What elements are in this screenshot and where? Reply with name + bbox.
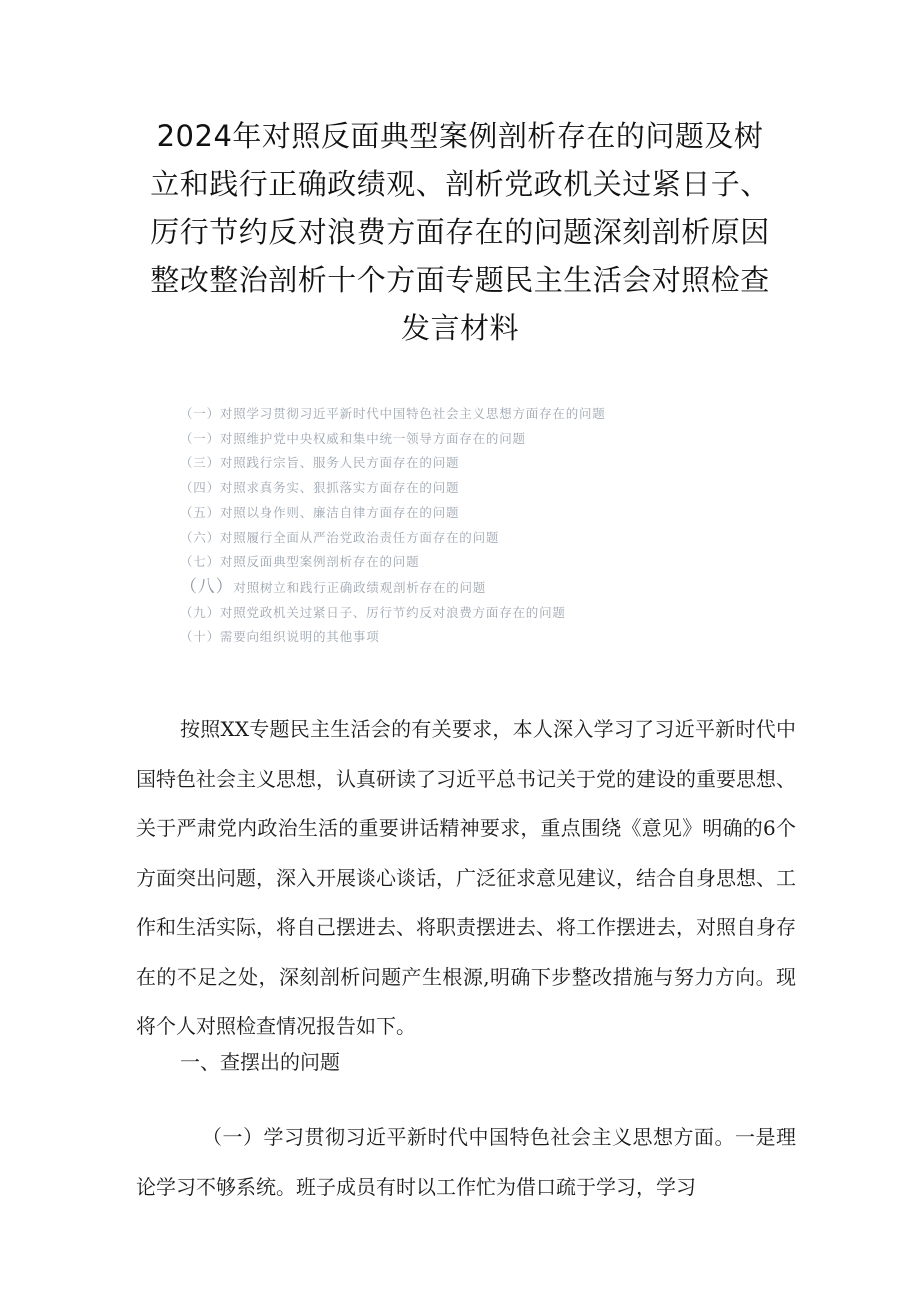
toc-item-text: 对照履行全面从严治党政治责任方面存在的问题 (219, 529, 500, 545)
toc-item-text: 对照维护党中央权威和集中统一领导方面存在的问题 (219, 430, 526, 446)
toc-item[interactable] (180, 526, 800, 551)
toc-item-text: 对照践行宗旨、服务人民方面存在的问题 (219, 455, 460, 471)
toc-item-number: （四） (180, 480, 220, 496)
toc-item-number: （一） (180, 430, 220, 446)
table-of-contents (180, 402, 800, 650)
toc-item[interactable] (180, 402, 800, 427)
document-title: 2024年对照反面典型案例剖析存在的问题及树立和践行正确政绩观、剖析党政机关过紧日子、厉行节约反对浪费方面存在的问题深刻剖析原因整改整治剖析十个方面专题民主生活会对照检查发言材料 (150, 119, 770, 345)
toc-item[interactable] (180, 575, 800, 601)
toc-item[interactable] (180, 601, 800, 626)
intro-paragraph: 按照XX专题民主生活会的有关要求，本人深入学习了习近平新时代中国特色社会主义思想，认真研读了习近平总书记关于党的建设的重要思想、关于严肃党内政治生活的重要讲话精神要求，重点围绕《意见》明确的6个方面突出问题，深入开展谈心谈话，广泛征求意见建议，结合自身思想、工作和生活实际，将自己摆进去、将职责摆进去、将工作摆进去，对照自身存在的不足之处，深刻剖析问题产生根源,明确下步整改措施与努力方向。现将个人对照检查情况报告如下。 (136, 717, 796, 1038)
toc-item[interactable] (180, 427, 800, 452)
toc-item-text: 对照求真务实、狠抓落实方面存在的问题 (219, 480, 460, 496)
section-heading: 一、查摆出的问题 (180, 1050, 340, 1074)
toc-item-number: （三） (180, 455, 220, 471)
toc-item[interactable] (180, 625, 800, 650)
toc-item-text: 对照以身作则、廉洁自律方面存在的问题 (219, 504, 460, 520)
toc-item-number: （六） (180, 529, 220, 545)
toc-item-number: （十） (180, 629, 220, 645)
toc-item[interactable] (180, 476, 800, 501)
toc-item-number: （一） (180, 406, 220, 421)
toc-item[interactable] (180, 451, 800, 476)
toc-item-text: 需要向组织说明的其他事项 (219, 629, 380, 645)
toc-item-text: 对照反面典型案例剖析存在的问题 (219, 554, 420, 570)
toc-item-number: （七） (180, 554, 220, 570)
toc-item[interactable] (180, 501, 800, 526)
section-paragraph: （一）学习贯彻习近平新时代中国特色社会主义思想方面。一是理论学习不够系统。班子成员有时以工作忙为借口疏于学习，学习 (136, 1125, 796, 1199)
toc-item-text: 对照学习贯彻习近平新时代中国特色社会主义思想方面存在的问题 (219, 406, 606, 421)
toc-item[interactable] (180, 550, 800, 575)
toc-item-text: 对照党政机关过紧日子、厉行节约反对浪费方面存在的问题 (219, 604, 566, 620)
toc-item-text: 对照树立和践行正确政绩观剖析存在的问题 (233, 579, 487, 595)
toc-item-number: （五） (180, 504, 220, 520)
toc-item-number: （八） (180, 576, 234, 597)
toc-item-number: （九） (180, 604, 220, 620)
